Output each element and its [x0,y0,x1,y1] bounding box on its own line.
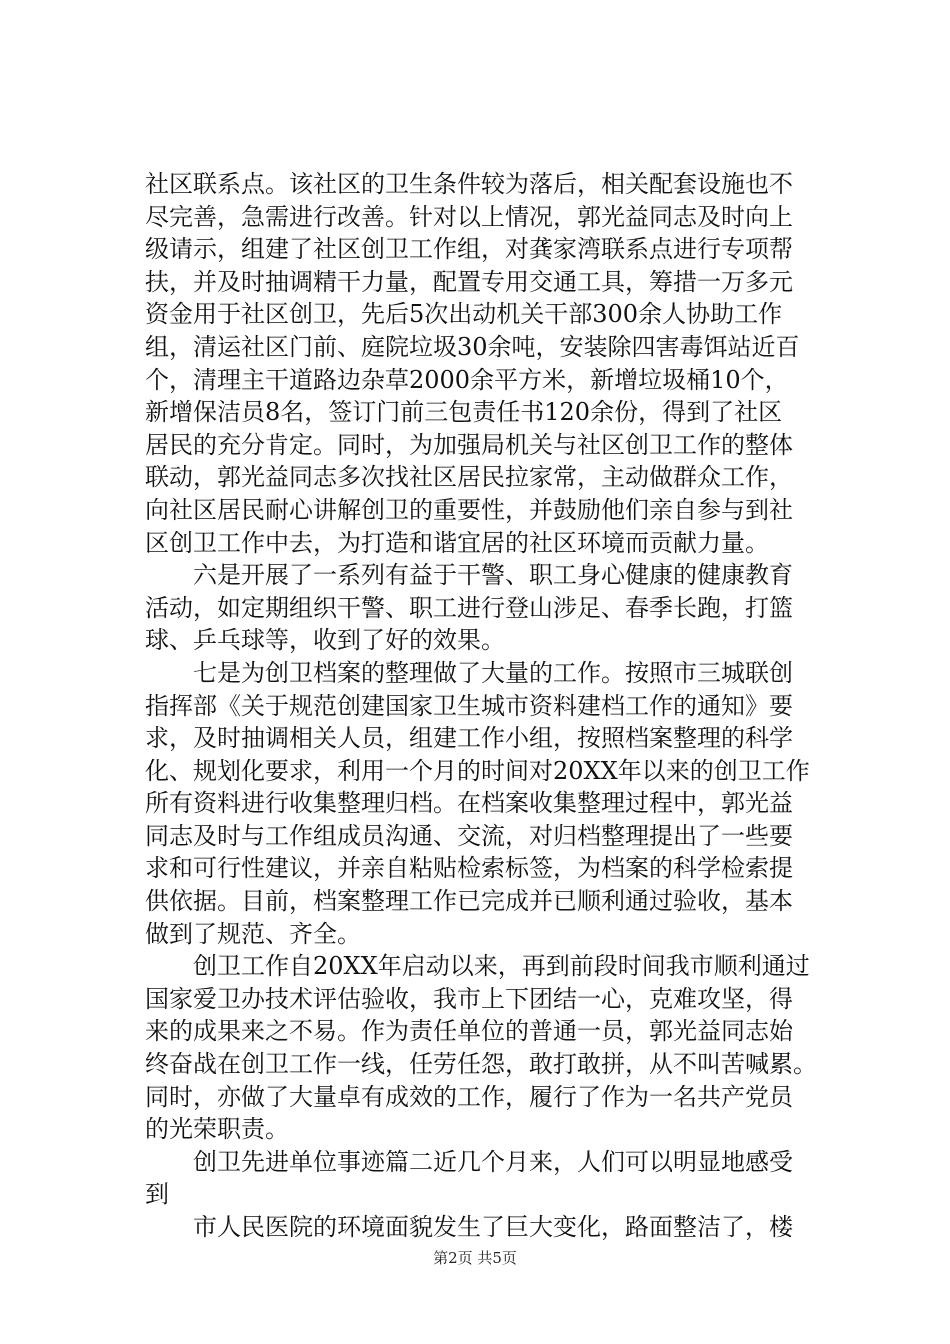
text-line: 求和可行性建议，并亲自粘贴检索标签，为档案的科学检索提 [145,854,793,883]
text-line: 区创卫工作中去，为打造和谐宜居的社区环境而贡献力量。 [145,528,769,557]
text-line: 做到了规范、齐全。 [145,919,361,948]
text-line: 尽完善，急需进行改善。针对以上情况，郭光益同志及时向上 [145,202,793,231]
text-line: 七是为创卫档案的整理做了大量的工作。按照市三城联创 [145,658,793,687]
text-line: 同志及时与工作组成员沟通、交流，对归档整理提出了一些要 [145,821,793,850]
text-line: 联动，郭光益同志多次找社区居民拉家常，主动做群众工作， [145,463,793,492]
body-text [145,168,865,1244]
text-line: 个，清理主干道路边杂草2000余平方米，新增垃圾桶10个， [145,365,789,394]
text-line: 六是开展了一系列有益于干警、职工身心健康的健康教育 [145,561,793,590]
text-line: 社区联系点。该社区的卫生条件较为落后，相关配套设施也不 [145,170,793,198]
text-line: 向社区居民耐心讲解创卫的重要性，并鼓励他们亲自参与到社 [145,495,793,524]
text-line: 供依据。目前，档案整理工作已完成并已顺利通过验收，基本 [145,887,793,916]
text-line: 新增保洁员8名，签订门前三包责任书120余份，得到了社区 [145,398,783,427]
text-line: 同时，亦做了大量卓有成效的工作，履行了作为一名共产党员 [145,1082,793,1111]
text-line: 活动，如定期组织干警、职工进行登山涉足、春季长跑，打篮 [145,593,793,622]
text-line: 扶，并及时抽调精干力量，配置专用交通工具，筹措一万多元 [145,267,793,296]
text-line: 组，清运社区门前、庭院垃圾30余吨，安装除四害毒饵站近百 [145,332,800,361]
text-line: 资金用于社区创卫，先后5次出动机关干部300余人协助工作 [145,300,783,329]
text-line: 指挥部《关于规范创建国家卫生城市资料建档工作的通知》要 [145,691,793,720]
text-line: 所有资料进行收集整理归档。在档案收集整理过程中，郭光益 [145,789,793,818]
text-line: 来的成果来之不易。作为责任单位的普通一员，郭光益同志始 [145,1017,793,1046]
text-line: 终奋战在创卫工作一线，任劳任怨，敢打敢拼，从不叫苦喊累。 [145,1050,817,1079]
text-line: 创卫先进单位事迹篇二近几个月来，人们可以明显地感受 [145,1147,793,1176]
text-line: 求，及时抽调相关人员，组建工作小组，按照档案整理的科学 [145,724,793,753]
text-line: 球、乒乓球等，收到了好的效果。 [145,626,505,655]
text-line: 到 [145,1180,169,1209]
page-footer: 第2页 共5页 [433,1249,517,1267]
text-line: 市人民医院的环境面貌发生了巨大变化，路面整洁了，楼 [145,1213,793,1241]
text-line: 化、规划化要求，利用一个月的时间对20XX年以来的创卫工作 [145,756,810,785]
text-line: 级请示，组建了社区创卫工作组，对龚家湾联系点进行专项帮 [145,235,793,264]
text-line: 国家爱卫办技术评估验收，我市上下团结一心，克难攻坚，得 [145,984,793,1013]
text-line: 创卫工作自20XX年启动以来，再到前段时间我市顺利通过 [145,952,810,981]
text-line: 居民的充分肯定。同时，为加强局机关与社区创卫工作的整体 [145,430,793,459]
text-line: 的光荣职责。 [145,1115,289,1144]
